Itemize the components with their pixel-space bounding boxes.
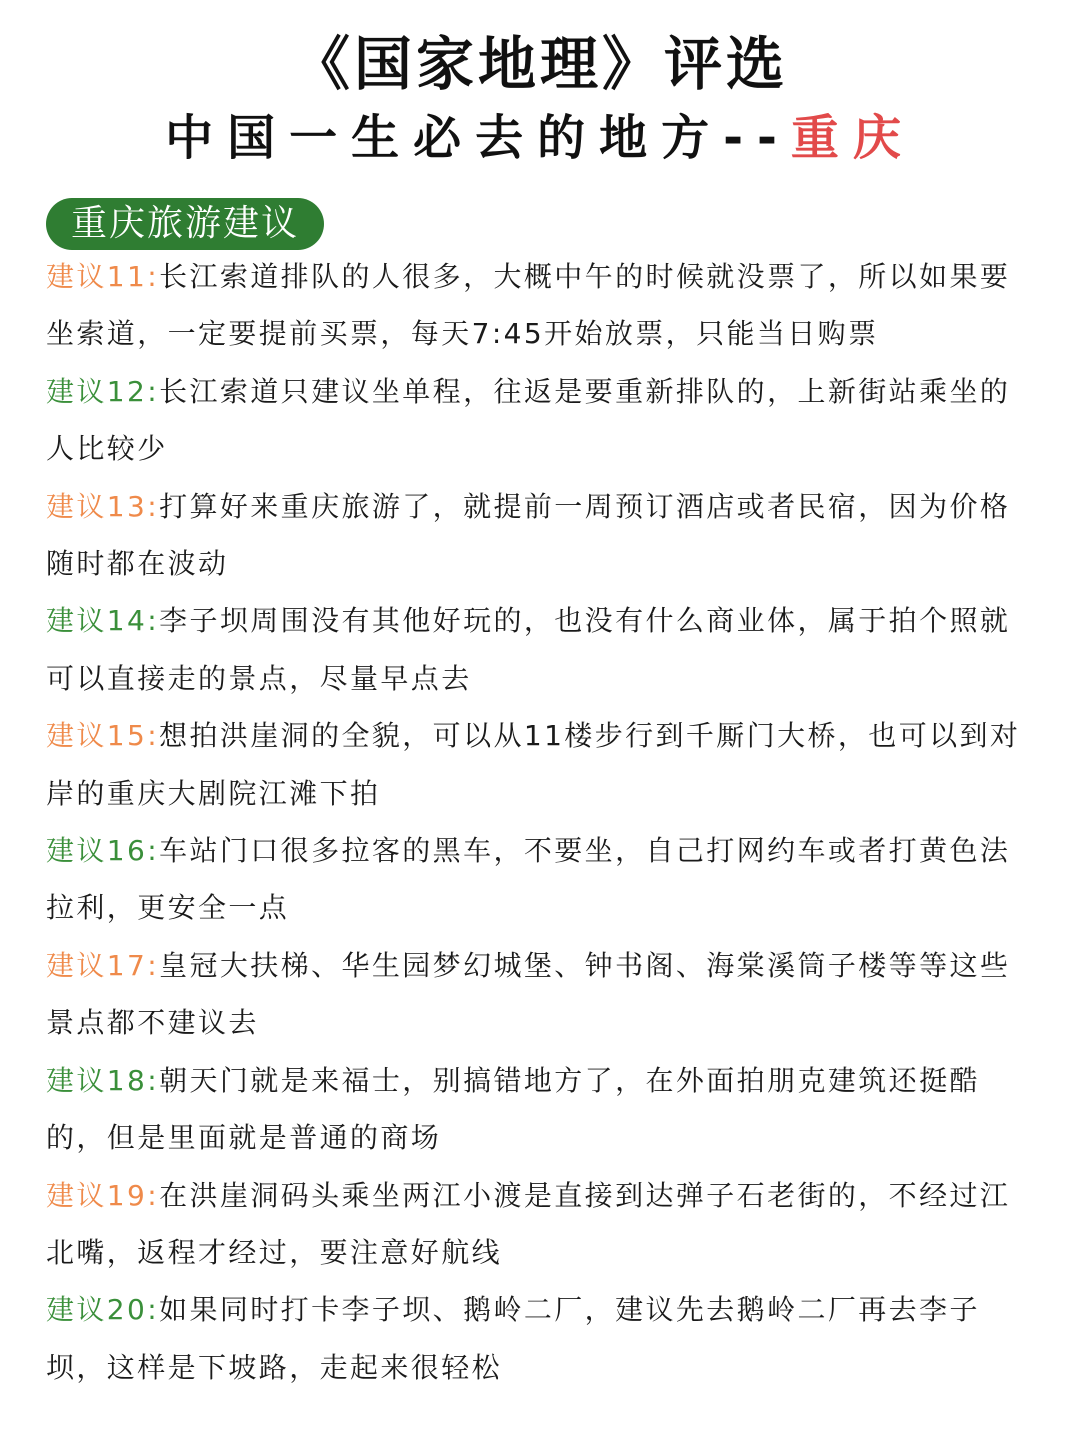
section-badge: 重庆旅游建议 [46, 198, 324, 250]
tip-item [46, 707, 1031, 822]
tip-text: 想拍洪崖洞的全貌，可以从11楼步行到千厮门大桥，也可以到对岸的重庆大剧院江滩下拍 [46, 719, 1021, 810]
tip-text: 在洪崖洞码头乘坐两江小渡是直接到达弹子石老街的，不经过江北嘴，返程才经过，要注意好航线 [46, 1178, 1011, 1269]
tip-label: 建议15: [46, 719, 160, 753]
tip-text: 长江索道排队的人很多，大概中午的时候就没票了，所以如果要坐索道，一定要提前买票，每天7:45开始放票，只能当日购票 [46, 260, 1011, 351]
tip-text: 皇冠大扶梯、华生园梦幻城堡、钟书阁、海棠溪筒子楼等等这些景点都不建议去 [46, 948, 1011, 1040]
tip-text: 朝天门就是来福士，别搞错地方了，在外面拍朋克建筑还挺酷的，但是里面就是普通的商场 [46, 1063, 980, 1155]
tip-label: 建议20: [46, 1293, 160, 1327]
tip-label: 建议19: [46, 1178, 160, 1212]
tip-item [46, 1281, 1031, 1396]
tip-item [46, 363, 1031, 478]
page-subtitle [0, 108, 1080, 168]
tip-item [46, 1167, 1031, 1282]
tip-item [46, 248, 1031, 363]
tip-text: 长江索道只建议坐单程，往返是要重新排队的，上新街站乘坐的人比较少 [46, 374, 1011, 466]
tip-label: 建议17: [46, 948, 160, 982]
tip-label: 建议12: [46, 374, 160, 408]
tip-item [46, 592, 1031, 707]
tip-label: 建议14: [46, 604, 160, 638]
tip-text: 如果同时打卡李子坝、鹅岭二厂，建议先去鹅岭二厂再去李子坝，这样是下坡路，走起来很轻松 [46, 1293, 980, 1384]
tip-text: 车站门口很多拉客的黑车，不要坐，自己打网约车或者打黄色法拉利，更安全一点 [46, 834, 1011, 925]
tip-text: 李子坝周围没有其他好玩的，也没有什么商业体，属于拍个照就可以直接走的景点，尽量早点去 [46, 604, 1011, 695]
tip-item [46, 822, 1031, 937]
tip-text: 打算好来重庆旅游了，就提前一周预订酒店或者民宿，因为价格随时都在波动 [46, 489, 1011, 581]
subtitle-city: 重庆 [790, 110, 915, 166]
tip-label: 建议18: [46, 1063, 160, 1097]
tip-label: 建议13: [46, 489, 160, 523]
tip-label: 建议11: [46, 260, 160, 293]
tip-item [46, 1052, 1031, 1167]
tips-list [46, 248, 1031, 1396]
tip-label: 建议16: [46, 834, 160, 868]
tip-item [46, 478, 1031, 593]
tip-item [46, 937, 1031, 1052]
subtitle-prefix: 中国一生必去的地方-- [165, 110, 791, 166]
page-title: 《国家地理》评选 [291, 30, 788, 98]
